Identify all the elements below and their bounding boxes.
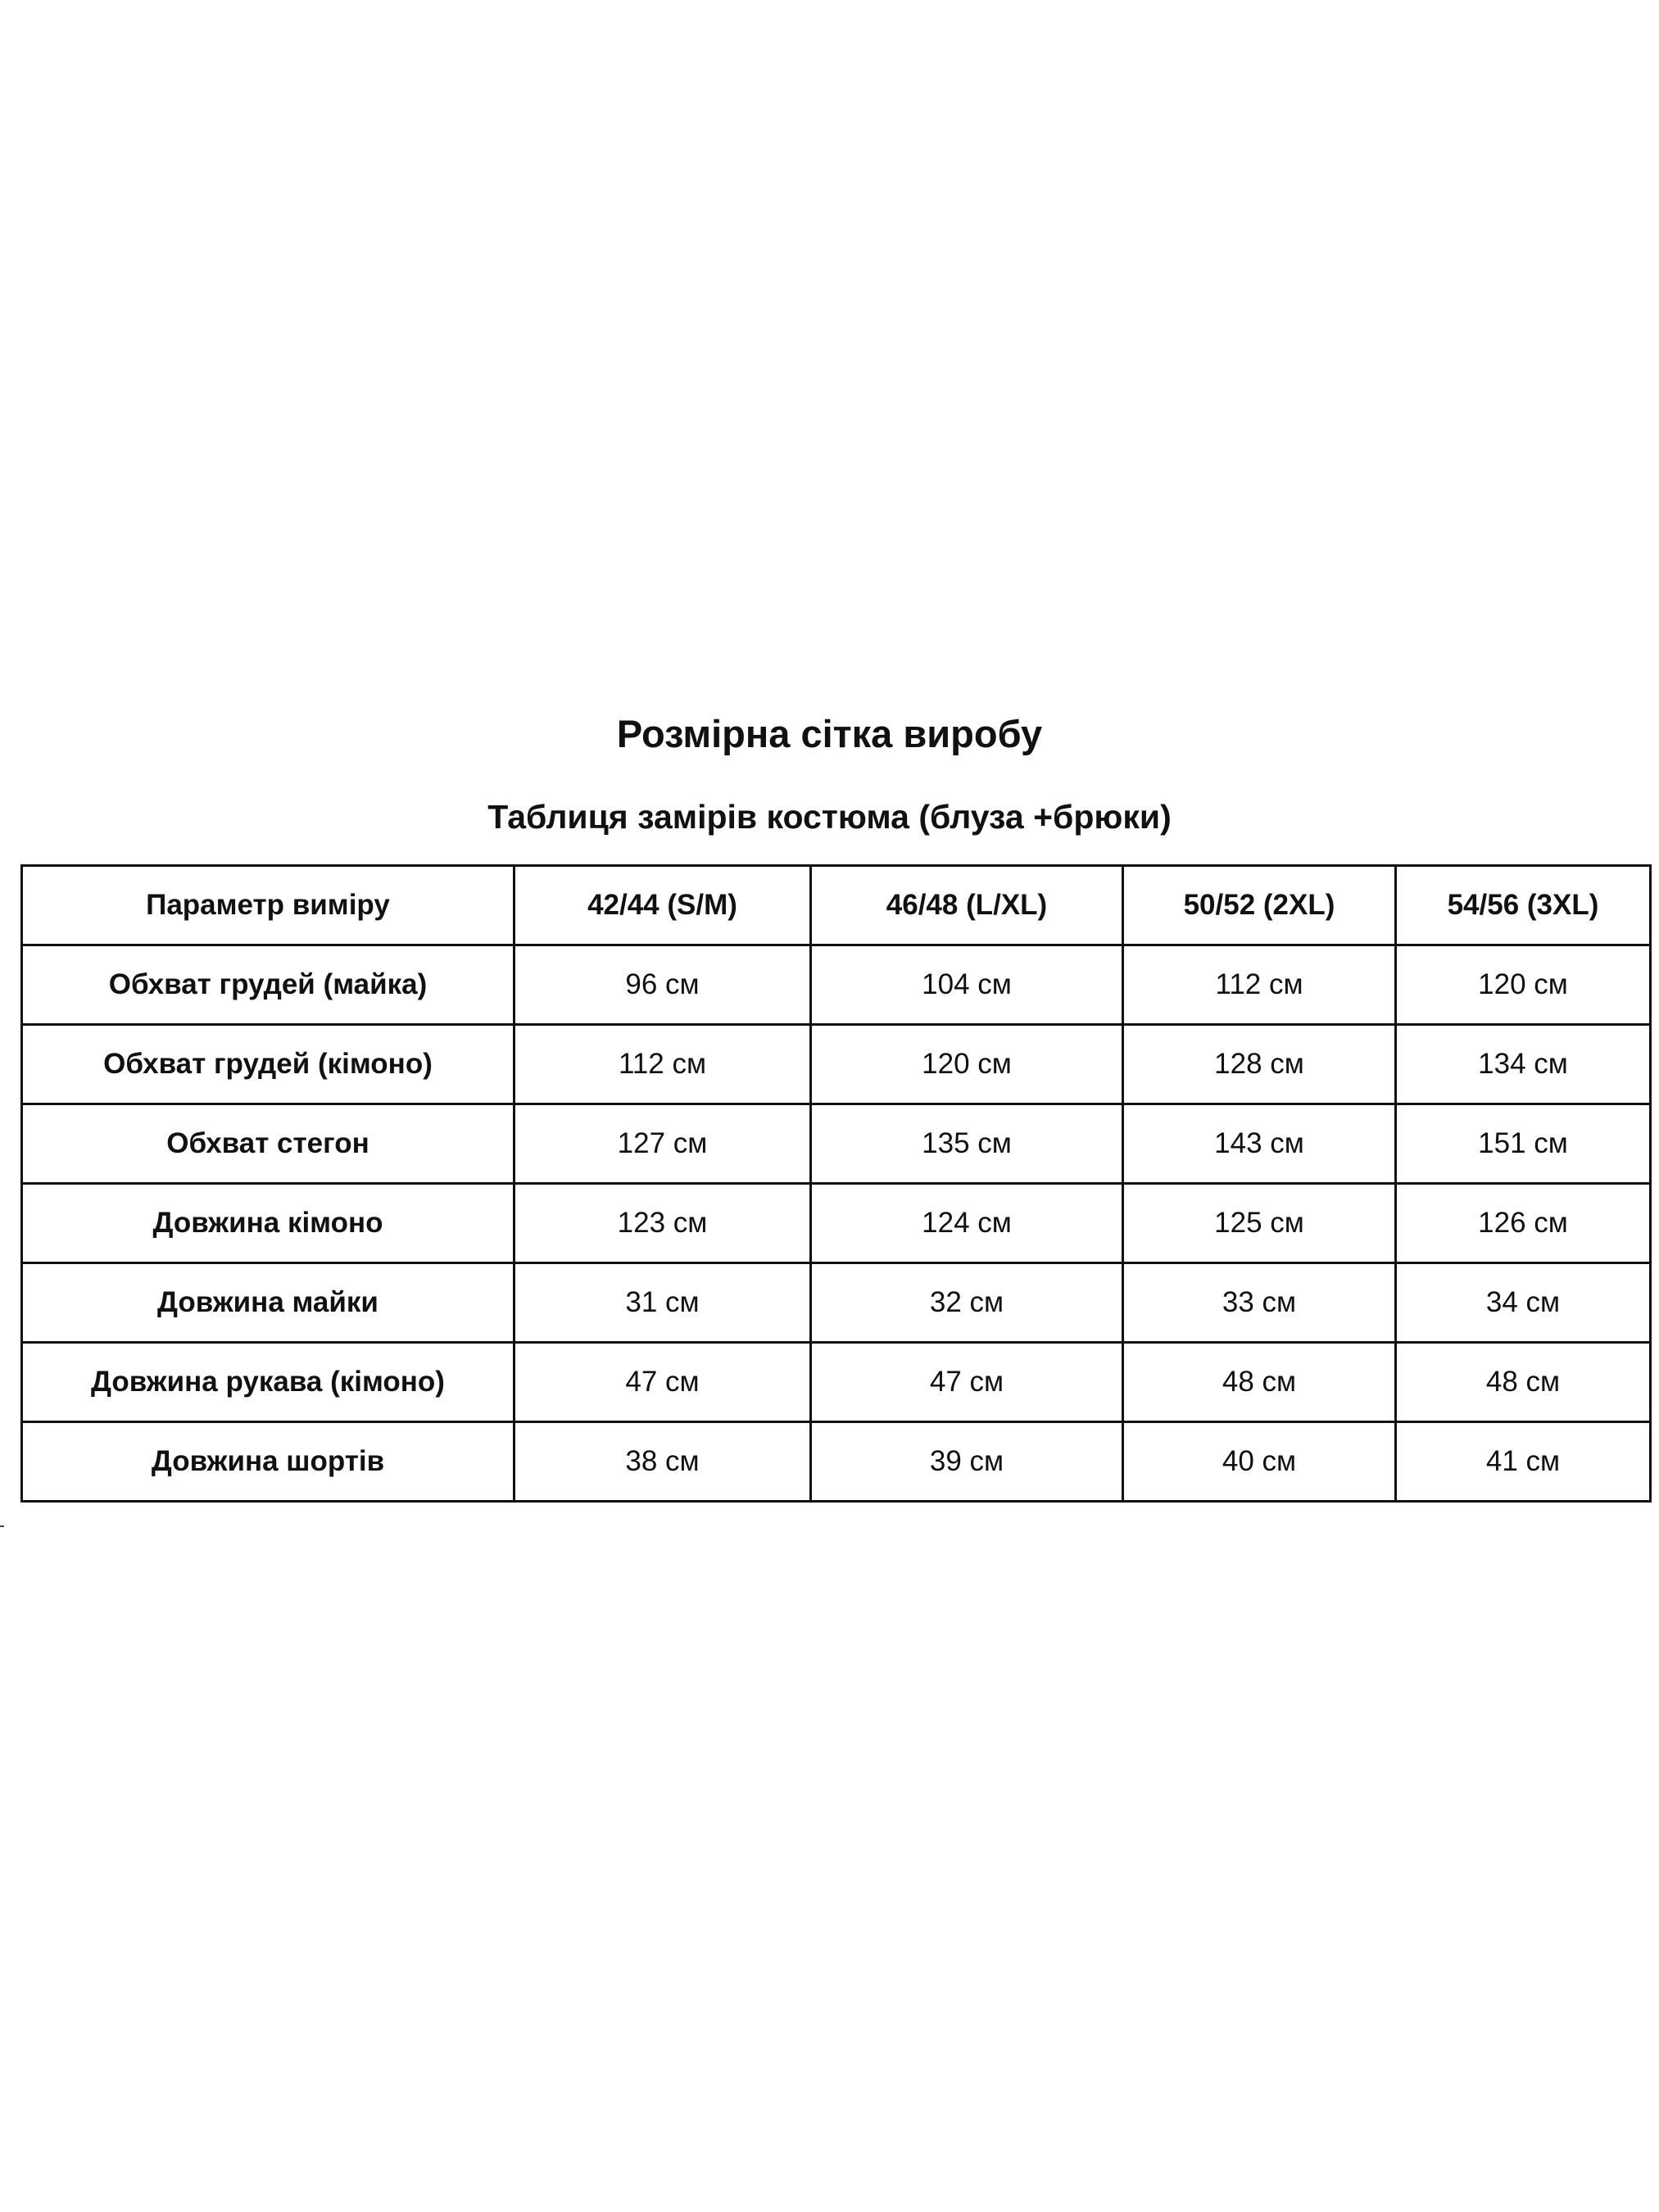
table-cell: 40 см <box>1123 1422 1396 1502</box>
table-row <box>22 1025 1651 1104</box>
row-label: Обхват грудей (майка) <box>22 945 514 1025</box>
table-row <box>22 945 1651 1025</box>
edge-mark <box>0 1525 4 1527</box>
table-row <box>22 1104 1651 1184</box>
table-cell: 41 см <box>1396 1422 1651 1502</box>
header-size-l-xl: 46/48 (L/XL) <box>811 866 1123 945</box>
row-label: Довжина шортів <box>22 1422 514 1502</box>
table-cell: 47 см <box>811 1343 1123 1422</box>
row-label: Обхват грудей (кімоно) <box>22 1025 514 1104</box>
header-size-s-m: 42/44 (S/M) <box>514 866 811 945</box>
table-cell: 31 см <box>514 1263 811 1343</box>
table-cell: 120 см <box>811 1025 1123 1104</box>
header-parameter: Параметр виміру <box>22 866 514 945</box>
table-cell: 38 см <box>514 1422 811 1502</box>
table-cell: 128 см <box>1123 1025 1396 1104</box>
table-cell: 34 см <box>1396 1263 1651 1343</box>
table-cell: 125 см <box>1123 1184 1396 1263</box>
table-cell: 112 см <box>1123 945 1396 1025</box>
table-row <box>22 1184 1651 1263</box>
table-cell: 32 см <box>811 1263 1123 1343</box>
page-title: Розмірна сітка виробу <box>616 712 1043 755</box>
row-label: Обхват стегон <box>22 1104 514 1184</box>
table-row <box>22 1263 1651 1343</box>
table-subtitle: Таблиця замірів костюма (блуза +брюки) <box>487 798 1172 836</box>
table-cell: 123 см <box>514 1184 811 1263</box>
table-cell: 135 см <box>811 1104 1123 1184</box>
table-cell: 47 см <box>514 1343 811 1422</box>
table-cell: 39 см <box>811 1422 1123 1502</box>
table-row <box>22 1422 1651 1502</box>
table-cell: 127 см <box>514 1104 811 1184</box>
table-cell: 126 см <box>1396 1184 1651 1263</box>
table-cell: 96 см <box>514 945 811 1025</box>
row-label: Довжина кімоно <box>22 1184 514 1263</box>
header-size-3xl: 54/56 (3XL) <box>1396 866 1651 945</box>
row-label: Довжина рукава (кімоно) <box>22 1343 514 1422</box>
table-cell: 120 см <box>1396 945 1651 1025</box>
table-cell: 151 см <box>1396 1104 1651 1184</box>
size-chart-table <box>20 864 1652 1503</box>
table-row <box>22 1343 1651 1422</box>
table-cell: 48 см <box>1396 1343 1651 1422</box>
table-header-row <box>22 866 1651 945</box>
table-cell: 33 см <box>1123 1263 1396 1343</box>
table-cell: 48 см <box>1123 1343 1396 1422</box>
table-cell: 134 см <box>1396 1025 1651 1104</box>
table-cell: 112 см <box>514 1025 811 1104</box>
table-cell: 104 см <box>811 945 1123 1025</box>
table-cell: 124 см <box>811 1184 1123 1263</box>
table-cell: 143 см <box>1123 1104 1396 1184</box>
header-size-2xl: 50/52 (2XL) <box>1123 866 1396 945</box>
row-label: Довжина майки <box>22 1263 514 1343</box>
